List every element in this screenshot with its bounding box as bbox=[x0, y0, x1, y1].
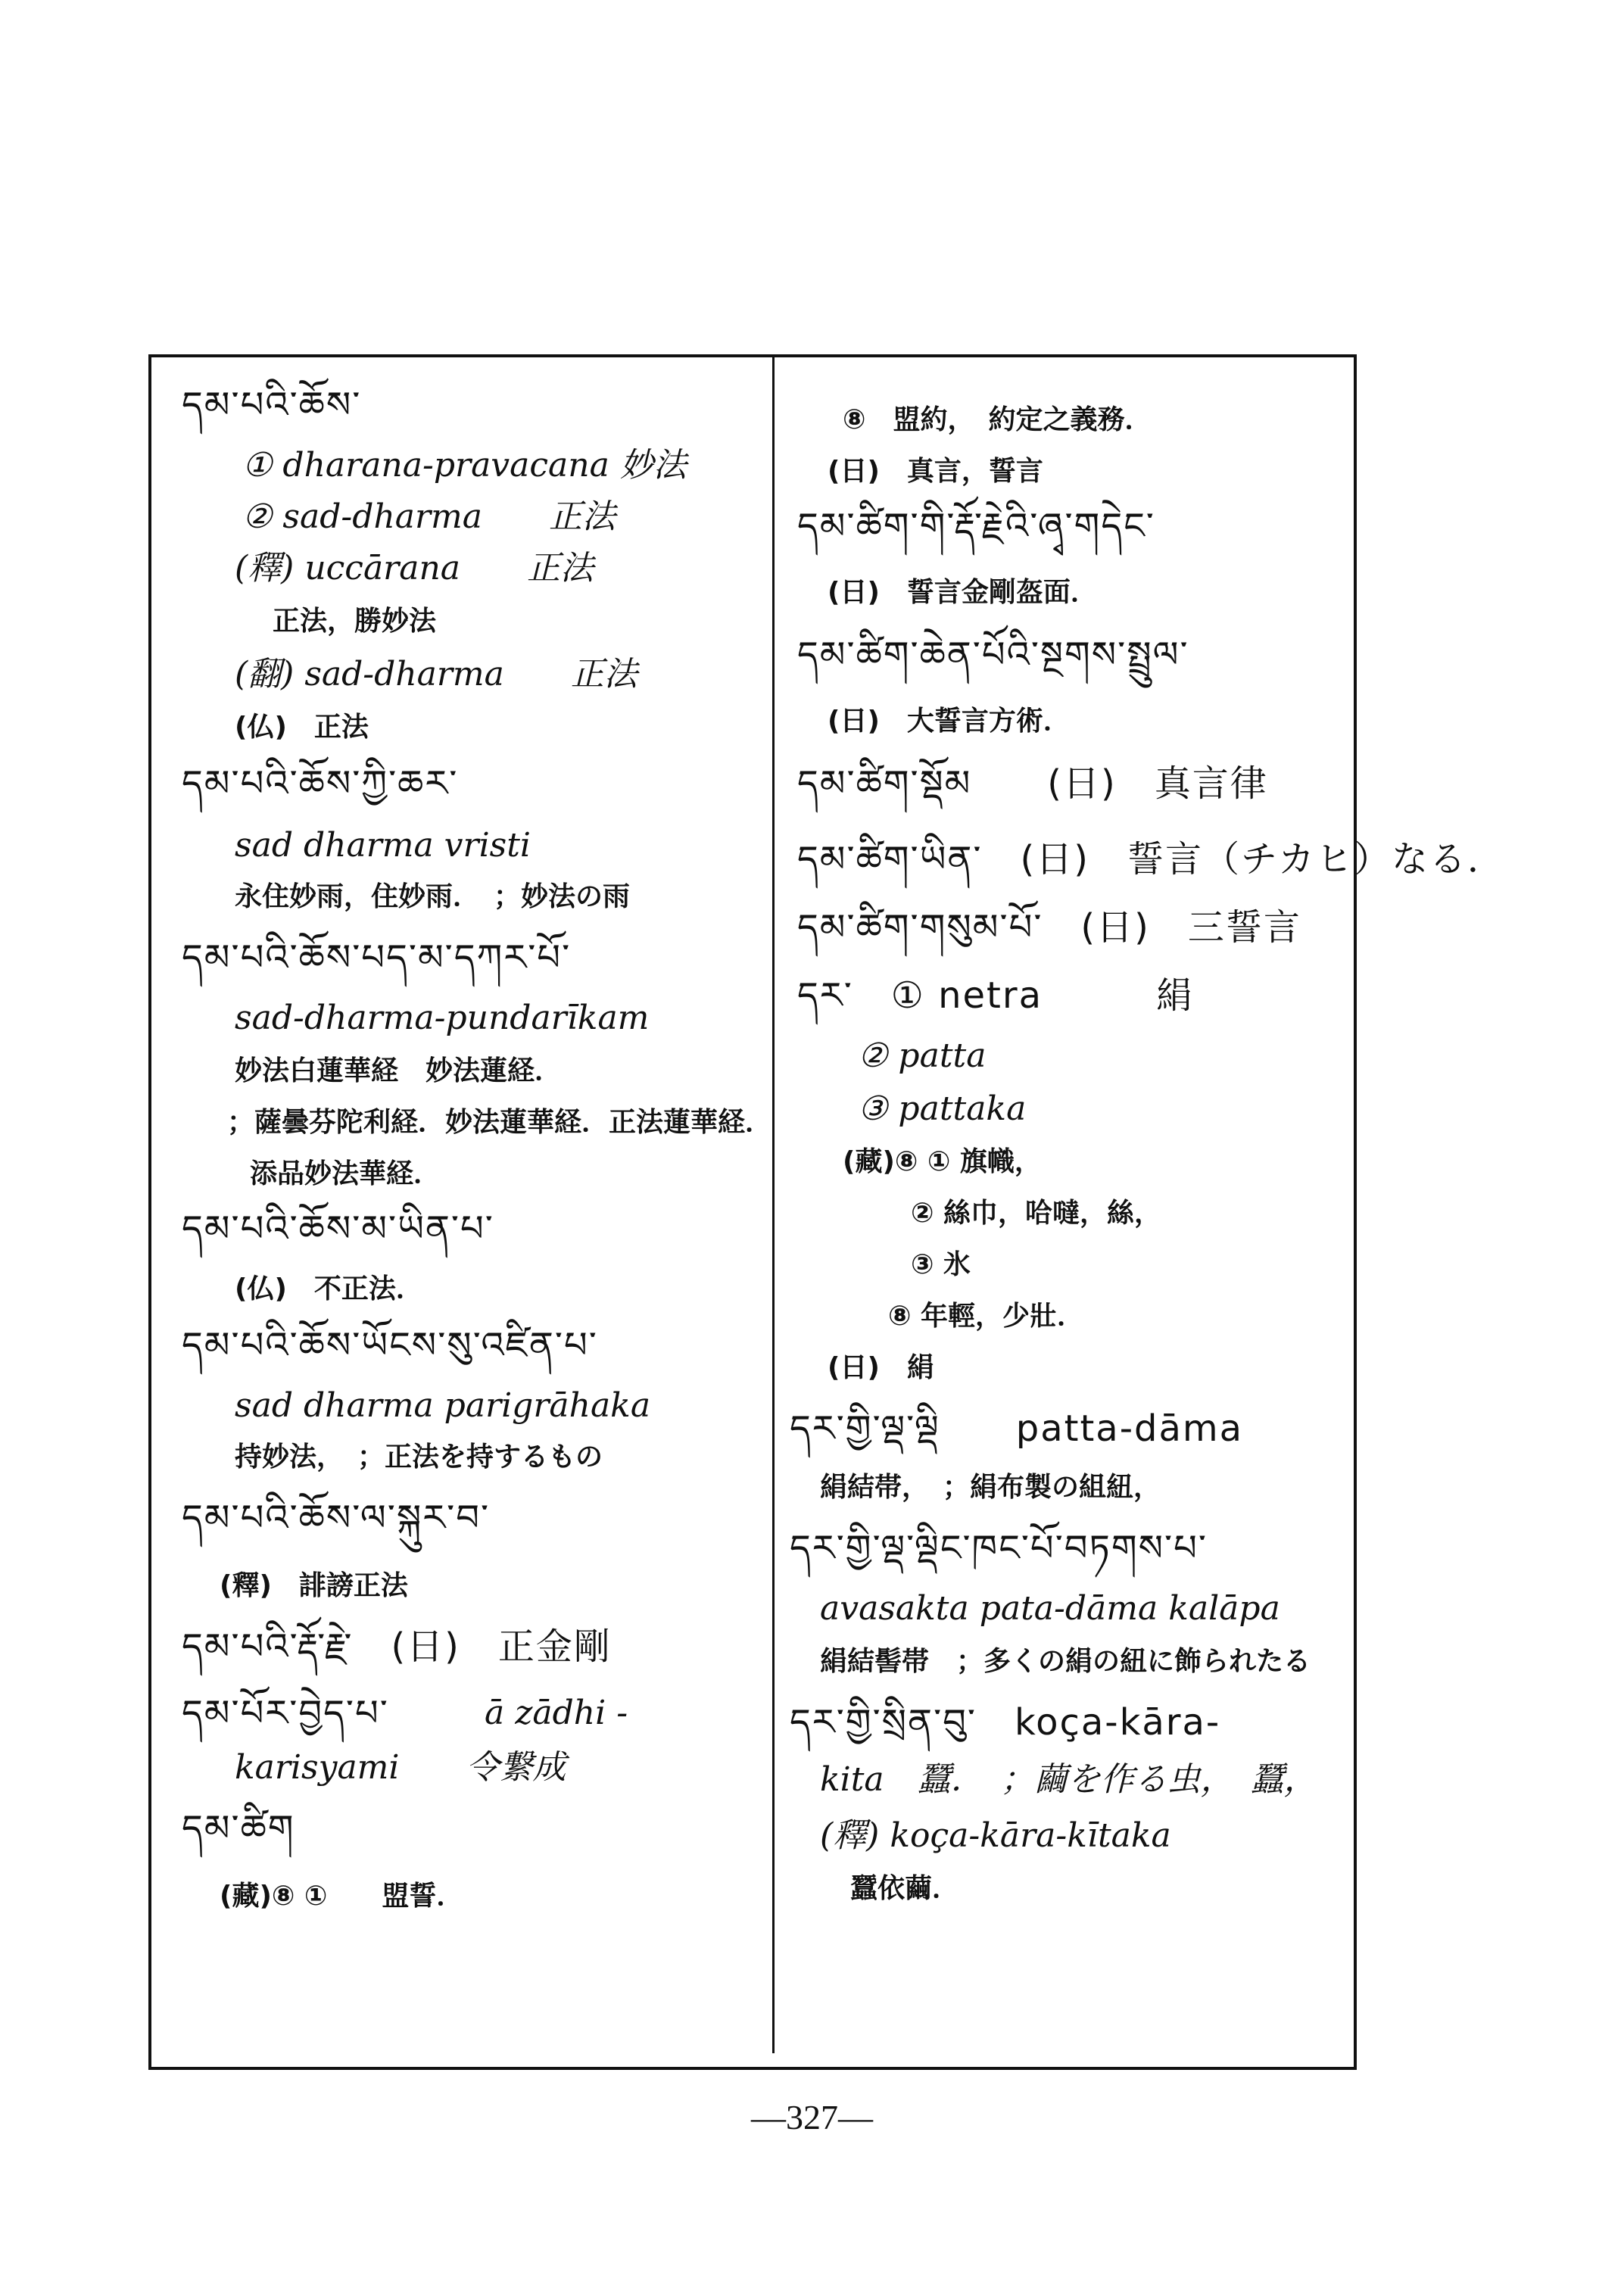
dictionary-line: (日) 大誓言方術． bbox=[828, 706, 1071, 737]
dictionary-line: དམ་པའི་ཆོས་པད་མ་དཀར་པོ་ bbox=[182, 937, 572, 979]
dictionary-line: avasakta pata-dāma kalāpa bbox=[820, 1589, 1280, 1628]
left-column bbox=[151, 357, 772, 2067]
dictionary-line: 永住妙雨，住妙雨． ；妙法の雨 bbox=[235, 881, 631, 912]
dictionary-line: ⑧ 年輕，少壯． bbox=[888, 1301, 1085, 1332]
dictionary-line: དམ་པའི་ཆོས་ bbox=[182, 384, 362, 426]
dictionary-line: ；薩曇芬陀利経．妙法蓮華経．正法蓮華経． bbox=[227, 1107, 773, 1138]
dictionary-line: དར་གྱི་ལྡ་ལྡི patta-dāma bbox=[790, 1407, 1244, 1450]
dictionary-line: 添品妙法華経． bbox=[250, 1158, 441, 1189]
dictionary-line: 絹結帯， ；絹布製の組紐， bbox=[820, 1472, 1161, 1503]
dictionary-line: དམ་ཚིག་ཡིན་ (日) 誓言（チカヒ）なる． bbox=[797, 838, 1506, 881]
dictionary-line: 妙法白蓮華経 妙法蓮経． bbox=[235, 1055, 563, 1086]
dictionary-line: ⑧ 盟約， 約定之義務． bbox=[843, 404, 1152, 435]
dictionary-line: 持妙法， ；正法を持するもの bbox=[235, 1442, 603, 1473]
dictionary-line: ② sad-dharma 正法 bbox=[242, 497, 616, 536]
dictionary-line: དམ་ཚིག་གི་རྡོ་རྗེའི་ཞྭ་གདེང་ bbox=[797, 505, 1155, 547]
dictionary-line: (日) 誓言金剛盔面． bbox=[828, 577, 1098, 608]
dictionary-line: (日) 真言，誓言 bbox=[828, 456, 1043, 487]
dictionary-line: དམ་པའི་ཆོས་ཀྱི་ཆར་ bbox=[182, 762, 459, 805]
dictionary-line: (日) 絹 bbox=[828, 1352, 934, 1383]
dictionary-line: དམ་ཚིག་གསུམ་པོ་ (日) 三誓言 bbox=[797, 906, 1301, 949]
dictionary-line: sad-dharma-pundarīkam bbox=[235, 999, 650, 1037]
dictionary-line: (藏)⑧ ① 盟誓． bbox=[220, 1881, 464, 1912]
dictionary-line: (翻) sad-dharma 正法 bbox=[235, 655, 637, 693]
dictionary-line: ② patta bbox=[858, 1036, 987, 1075]
dictionary-line: དམ་པའི་རྡོ་རྗེ་ (日) 正金剛 bbox=[182, 1625, 612, 1668]
dictionary-line: དམ་ཚིག bbox=[182, 1807, 295, 1850]
dictionary-line: (釋) koça-kāra-kītaka bbox=[820, 1816, 1171, 1855]
dictionary-line: དམ་པོར་བྱེད་པ་ bbox=[182, 1692, 389, 1735]
dictionary-line: kita 蠶． ；繭を作る虫， 蠶， bbox=[820, 1760, 1317, 1799]
dictionary-line: དར་གྱི་ལྡ་ལྡིང་ཁང་པོ་བཏགས་པ་ bbox=[790, 1527, 1208, 1569]
page-number: —327— bbox=[751, 2098, 873, 2137]
dictionary-line: ③ pattaka bbox=[858, 1089, 1027, 1128]
dictionary-line: (藏)⑧ ① 旗幟， bbox=[843, 1146, 1042, 1177]
dictionary-line: དམ་ཚིག་སྡོམ (日) 真言律 bbox=[797, 762, 1268, 805]
dictionary-line: ā zādhi - bbox=[485, 1694, 628, 1732]
dictionary-line: karisyami 令繋成 bbox=[235, 1748, 566, 1787]
right-column bbox=[775, 357, 1506, 2067]
dictionary-line: (釋) 誹謗正法 bbox=[220, 1570, 408, 1601]
dictionary-line: ① dharana-pravacana 妙法 bbox=[242, 446, 687, 485]
dictionary-line: དར་ ① netra 絹 bbox=[797, 974, 1194, 1017]
dictionary-line: དམ་པའི་ཆོས་ཡོངས་སུ་འཛིན་པ་ bbox=[182, 1324, 598, 1367]
dictionary-line: དམ་པའི་ཆོས་ལ་སྐུར་བ་ bbox=[182, 1497, 491, 1539]
dictionary-line: 正法，勝妙法 bbox=[273, 606, 437, 637]
dictionary-line: ③ 氷 bbox=[911, 1249, 971, 1280]
dictionary-line: 蠶依繭． bbox=[850, 1873, 960, 1904]
dictionary-line: 絹結髻帯 ；多くの絹の紐に飾られたる bbox=[820, 1646, 1311, 1677]
dictionary-line: sad dharma parigrāhaka bbox=[235, 1386, 651, 1425]
dictionary-line: ② 絲巾，哈噠，絲， bbox=[911, 1198, 1162, 1229]
dictionary-frame bbox=[148, 354, 1506, 2070]
dictionary-line: དམ་པའི་ཆོས་མ་ཡིན་པ་ bbox=[182, 1208, 494, 1250]
dictionary-line: (釋) uccārana 正法 bbox=[235, 549, 594, 588]
dictionary-line: དམ་ཚིག་ཆེན་པོའི་སྔགས་སྤྲུལ་ bbox=[797, 634, 1189, 676]
dictionary-line: (仏) 不正法． bbox=[235, 1273, 423, 1304]
dictionary-line: sad dharma vristi bbox=[235, 826, 531, 865]
dictionary-line: དར་གྱི་སྲིན་བུ་ koça-kāra- bbox=[790, 1701, 1221, 1744]
dictionary-line: (仏) 正法 bbox=[235, 712, 369, 743]
